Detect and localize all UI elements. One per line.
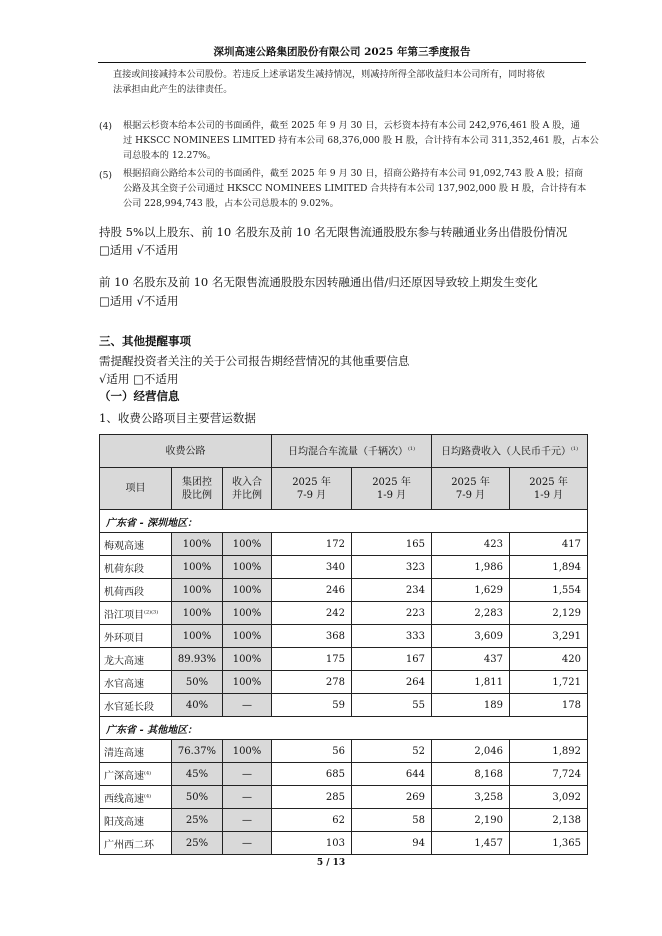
table-row bbox=[100, 602, 588, 625]
road-name-cell: 梅观高速 bbox=[100, 533, 172, 556]
traffic-ytd-cell: 58 bbox=[352, 809, 432, 832]
toll-heading: 1、收费公路项目主要营运数据 bbox=[99, 411, 256, 425]
note-4-line: 司总股本的 12.27%。 bbox=[123, 150, 217, 161]
revenue-ytd-cell: 1,365 bbox=[510, 832, 588, 855]
lending-title: 持股 5%以上股东、前 10 名股东及前 10 名无限售流通股股东参与转融通业务出借股份情况 bbox=[99, 225, 568, 239]
consol-ratio-cell: 100% bbox=[223, 533, 272, 556]
revenue-ytd-cell: 7,724 bbox=[510, 763, 588, 786]
traffic-ytd-cell: 644 bbox=[352, 763, 432, 786]
road-name-cell: 水官高速 bbox=[100, 671, 172, 694]
table-row bbox=[100, 671, 588, 694]
section-heading: 三、其他提醒事项 bbox=[99, 334, 191, 348]
change-title: 前 10 名股东及前 10 名无限售流通股股东因转融通出借/归还原因导致较上期发生变化 bbox=[99, 275, 538, 289]
consol-ratio-cell: 100% bbox=[223, 648, 272, 671]
consol-ratio-cell: 100% bbox=[223, 740, 272, 763]
consol-ratio-cell: 100% bbox=[223, 602, 272, 625]
traffic-q3-cell: 59 bbox=[272, 694, 352, 717]
traffic-ytd-cell: 323 bbox=[352, 556, 432, 579]
table-column-header bbox=[100, 468, 588, 510]
footnote-mark: (2)(3) bbox=[144, 609, 159, 616]
consol-ratio-cell: 100% bbox=[223, 625, 272, 648]
revenue-q3-cell: 3,609 bbox=[432, 625, 510, 648]
road-name-cell: 沿江项目$^{(2)(3)}$ bbox=[100, 602, 172, 625]
road-name-cell: 清连高速 bbox=[100, 740, 172, 763]
lending-option: □适用 √不适用 bbox=[99, 243, 179, 257]
hold-ratio-cell: 89.93% bbox=[172, 648, 223, 671]
traffic-q3-cell: 340 bbox=[272, 556, 352, 579]
revenue-q3-cell: 1,457 bbox=[432, 832, 510, 855]
revenue-ytd-cell: 420 bbox=[510, 648, 588, 671]
page-header: 深圳高速公路集团股份有限公司 2025 年第三季度报告 bbox=[98, 44, 586, 63]
table-row bbox=[100, 625, 588, 648]
group-road-header: 收费公路 bbox=[100, 435, 272, 468]
revenue-ytd-cell: 1,721 bbox=[510, 671, 588, 694]
traffic-q3-cell: 62 bbox=[272, 809, 352, 832]
region-row bbox=[100, 717, 588, 740]
hold-ratio-cell: 100% bbox=[172, 533, 223, 556]
consol-ratio-cell: 100% bbox=[223, 579, 272, 602]
revenue-q3-cell: 8,168 bbox=[432, 763, 510, 786]
hold-ratio-cell: 45% bbox=[172, 763, 223, 786]
col-consol-ratio: 收入合 并比例 bbox=[223, 468, 272, 510]
revenue-q3-cell: 2,190 bbox=[432, 809, 510, 832]
note-5-line: 公路及其全资子公司通过 HKSCC NOMINEES LIMITED 合共持有本公司 137,902,000 股 H 股，合计持有本 bbox=[123, 183, 587, 194]
other-option: √适用 □不适用 bbox=[99, 372, 179, 386]
note-5-line: 公司 228,994,743 股，占本公司总股本的 9.02%。 bbox=[123, 198, 339, 209]
footnote-mark: (4) bbox=[144, 770, 152, 777]
note-5-line: 根据招商公路给本公司的书面函件，截至 2025 年 9 月 30 日，招商公路持有本公司 91,092,743 股 A 股；招商 bbox=[123, 168, 584, 179]
traffic-ytd-cell: 94 bbox=[352, 832, 432, 855]
revenue-q3-cell: 3,258 bbox=[432, 786, 510, 809]
ops-heading: （一）经营信息 bbox=[99, 389, 180, 403]
col-revenue-q3: 2025 年 7-9 月 bbox=[432, 468, 510, 510]
road-name-cell: 西线高速$^{(4)}$ bbox=[100, 786, 172, 809]
revenue-q3-cell: 1,811 bbox=[432, 671, 510, 694]
continued-note-line: 直接或间接减持本公司股份。若违反上述承诺发生减持情况，则减持所得全部收益归本公司所有，同时将依 bbox=[113, 69, 545, 80]
revenue-ytd-cell: 417 bbox=[510, 533, 588, 556]
table-row bbox=[100, 694, 588, 717]
consol-ratio-cell: — bbox=[223, 809, 272, 832]
traffic-ytd-cell: 234 bbox=[352, 579, 432, 602]
consol-ratio-cell: 100% bbox=[223, 671, 272, 694]
revenue-q3-cell: 1,986 bbox=[432, 556, 510, 579]
page-number: 5 / 13 bbox=[316, 858, 346, 868]
traffic-ytd-cell: 223 bbox=[352, 602, 432, 625]
consol-ratio-cell: 100% bbox=[223, 556, 272, 579]
note-number: (4) bbox=[99, 121, 113, 132]
traffic-ytd-cell: 52 bbox=[352, 740, 432, 763]
revenue-ytd-cell: 178 bbox=[510, 694, 588, 717]
consol-ratio-cell: — bbox=[223, 832, 272, 855]
change-option: □适用 √不适用 bbox=[99, 294, 179, 308]
note-4-line: 根据云杉资本给本公司的书面函件，截至 2025 年 9 月 30 日，云杉资本持有本公司 242,976,461 股 A 股，通 bbox=[123, 120, 580, 131]
table-row bbox=[100, 763, 588, 786]
revenue-q3-cell: 437 bbox=[432, 648, 510, 671]
traffic-ytd-cell: 269 bbox=[352, 786, 432, 809]
toll-road-table bbox=[99, 434, 588, 855]
traffic-q3-cell: 685 bbox=[272, 763, 352, 786]
region-row bbox=[100, 510, 588, 533]
table-row bbox=[100, 786, 588, 809]
traffic-q3-cell: 175 bbox=[272, 648, 352, 671]
hold-ratio-cell: 100% bbox=[172, 602, 223, 625]
hold-ratio-cell: 100% bbox=[172, 579, 223, 602]
table-row bbox=[100, 809, 588, 832]
note-4-line: 过 HKSCC NOMINEES LIMITED 持有本公司 68,376,000 股 H 股，合计持有本公司 311,352,461 股，占本公 bbox=[123, 135, 599, 146]
traffic-q3-cell: 103 bbox=[272, 832, 352, 855]
hold-ratio-cell: 40% bbox=[172, 694, 223, 717]
table-group-header bbox=[100, 435, 588, 468]
table-row bbox=[100, 832, 588, 855]
traffic-q3-cell: 242 bbox=[272, 602, 352, 625]
traffic-ytd-cell: 55 bbox=[352, 694, 432, 717]
revenue-ytd-cell: 3,092 bbox=[510, 786, 588, 809]
col-traffic-q3: 2025 年 7-9 月 bbox=[272, 468, 352, 510]
traffic-q3-cell: 285 bbox=[272, 786, 352, 809]
col-item: 项目 bbox=[100, 468, 172, 510]
table-row bbox=[100, 648, 588, 671]
revenue-q3-cell: 2,283 bbox=[432, 602, 510, 625]
region-label: 广东省 - 其他地区： bbox=[100, 717, 588, 740]
traffic-q3-cell: 172 bbox=[272, 533, 352, 556]
col-revenue-ytd: 2025 年 1-9 月 bbox=[510, 468, 588, 510]
traffic-q3-cell: 368 bbox=[272, 625, 352, 648]
revenue-ytd-cell: 2,138 bbox=[510, 809, 588, 832]
road-name-cell: 机荷西段 bbox=[100, 579, 172, 602]
revenue-ytd-cell: 1,892 bbox=[510, 740, 588, 763]
revenue-q3-cell: 423 bbox=[432, 533, 510, 556]
traffic-ytd-cell: 167 bbox=[352, 648, 432, 671]
road-name-cell: 阳茂高速 bbox=[100, 809, 172, 832]
road-name-cell: 外环项目 bbox=[100, 625, 172, 648]
revenue-ytd-cell: 2,129 bbox=[510, 602, 588, 625]
hold-ratio-cell: 50% bbox=[172, 786, 223, 809]
hold-ratio-cell: 100% bbox=[172, 556, 223, 579]
traffic-ytd-cell: 333 bbox=[352, 625, 432, 648]
hold-ratio-cell: 100% bbox=[172, 625, 223, 648]
hold-ratio-cell: 25% bbox=[172, 809, 223, 832]
col-traffic-ytd: 2025 年 1-9 月 bbox=[352, 468, 432, 510]
continued-note-line: 法承担由此产生的法律责任。 bbox=[113, 84, 233, 95]
group-revenue-header: 日均路费收入（人民币千元）$^{(1)}$ bbox=[432, 435, 588, 468]
note-number: (5) bbox=[99, 170, 113, 181]
table-row bbox=[100, 533, 588, 556]
other-desc: 需提醒投资者关注的关于公司报告期经营情况的其他重要信息 bbox=[99, 354, 410, 368]
consol-ratio-cell: — bbox=[223, 786, 272, 809]
table-row bbox=[100, 579, 588, 602]
road-name-cell: 水官延长段 bbox=[100, 694, 172, 717]
footnote-mark: (4) bbox=[144, 793, 152, 800]
table-row bbox=[100, 556, 588, 579]
revenue-q3-cell: 1,629 bbox=[432, 579, 510, 602]
region-label: 广东省 - 深圳地区： bbox=[100, 510, 588, 533]
col-group-ratio: 集团控 股比例 bbox=[172, 468, 223, 510]
revenue-q3-cell: 2,046 bbox=[432, 740, 510, 763]
hold-ratio-cell: 76.37% bbox=[172, 740, 223, 763]
road-name-cell: 龙大高速 bbox=[100, 648, 172, 671]
traffic-q3-cell: 56 bbox=[272, 740, 352, 763]
traffic-q3-cell: 278 bbox=[272, 671, 352, 694]
group-traffic-header: 日均混合车流量（千辆次）$^{(1)}$ bbox=[272, 435, 432, 468]
hold-ratio-cell: 25% bbox=[172, 832, 223, 855]
traffic-q3-cell: 246 bbox=[272, 579, 352, 602]
consol-ratio-cell: — bbox=[223, 694, 272, 717]
revenue-q3-cell: 189 bbox=[432, 694, 510, 717]
road-name-cell: 广州西二环 bbox=[100, 832, 172, 855]
table-row bbox=[100, 740, 588, 763]
consol-ratio-cell: — bbox=[223, 763, 272, 786]
traffic-ytd-cell: 165 bbox=[352, 533, 432, 556]
traffic-ytd-cell: 264 bbox=[352, 671, 432, 694]
hold-ratio-cell: 50% bbox=[172, 671, 223, 694]
road-name-cell: 机荷东段 bbox=[100, 556, 172, 579]
revenue-ytd-cell: 1,894 bbox=[510, 556, 588, 579]
revenue-ytd-cell: 3,291 bbox=[510, 625, 588, 648]
revenue-ytd-cell: 1,554 bbox=[510, 579, 588, 602]
road-name-cell: 广深高速$^{(4)}$ bbox=[100, 763, 172, 786]
